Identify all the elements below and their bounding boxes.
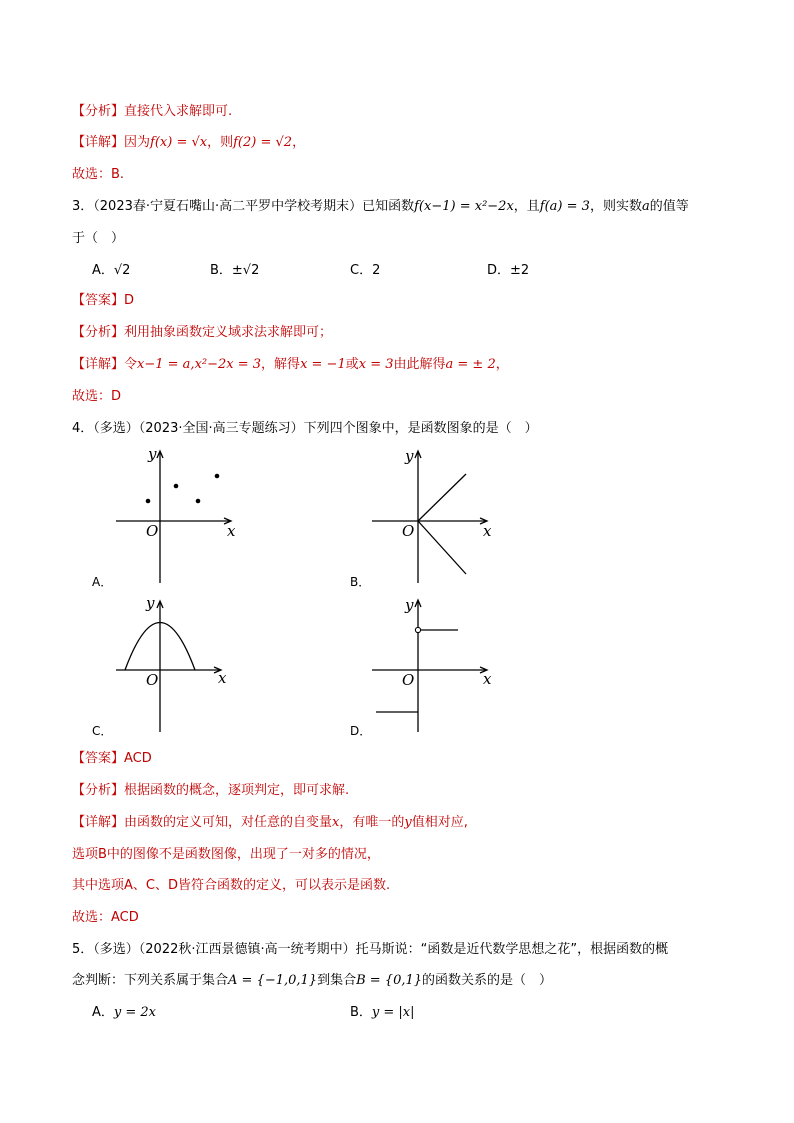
solution-text: 值相对应, — [411, 815, 468, 830]
option-label: B． — [350, 1005, 372, 1020]
question-3-stem-cont: 于（ ） — [72, 231, 125, 246]
answer-tag: 【答案】 — [72, 751, 125, 766]
option-a: A．√2 — [92, 263, 131, 278]
solution-line-q4-3: 其中选项A、C、D皆符合函数的定义，可以表示是函数. — [72, 878, 391, 893]
graph-b-label: B． — [350, 575, 371, 589]
axis-x-label: x — [483, 670, 492, 688]
answer-tag: 【答案】 — [72, 293, 125, 308]
stem-text: 到集合 — [317, 973, 357, 988]
origin-label: O — [146, 522, 159, 540]
solution-text: 由此解得 — [393, 357, 446, 372]
axis-y-label: y — [146, 594, 155, 612]
formula: f(2) = √2 — [233, 135, 293, 150]
graph-d-label: D． — [350, 724, 372, 738]
option-b: B．±√2 — [210, 263, 260, 278]
origin-label: O — [146, 671, 159, 689]
solution-text: ，有唯一的 — [339, 815, 405, 830]
question-5-stem: 5．（多选）（2022秋·江西景德镇·高一统考期中）托马斯说：“函数是近代数学思想之花”，根据函数的概 — [72, 942, 669, 957]
solution-text: ， — [495, 357, 509, 372]
formula: f(x) = √x — [150, 135, 208, 150]
analysis-line-q4 — [72, 782, 349, 800]
solution-tag: 【详解】 — [72, 135, 125, 150]
graph-c-label: C． — [92, 724, 113, 738]
formula: x = −1 — [300, 357, 346, 372]
axis-y-label: y — [405, 447, 414, 465]
formula: y — [404, 815, 412, 830]
solution-tag: 【详解】 — [72, 815, 125, 830]
analysis-line-q2 — [72, 103, 232, 121]
solution-line-q2 — [72, 134, 305, 152]
analysis-text: 根据函数的概念，逐项判定，即可求解. — [124, 783, 350, 798]
question-4-stem: 4．（多选）（2023·全国·高三专题练习）下列四个图象中，是函数图象的是（ ） — [72, 421, 538, 436]
analysis-tag: 【分析】 — [72, 325, 125, 340]
stem-text: ，且 — [513, 199, 540, 214]
axis-x-label: x — [483, 522, 492, 540]
analysis-line-q3 — [72, 324, 332, 342]
question-3-stem — [72, 198, 689, 216]
axis-y-label: y — [148, 445, 157, 463]
option-a — [92, 1004, 156, 1022]
solution-text: ，则 — [207, 135, 234, 150]
formula: A = {−1,0,1} — [228, 973, 318, 988]
formula: x−1 = a,x²−2x = 3 — [137, 357, 262, 372]
solution-tag: 【详解】 — [72, 357, 125, 372]
choice-line-q4: 故选：ACD — [72, 910, 139, 925]
formula: a = ± 2 — [445, 357, 496, 372]
formula: x — [332, 815, 340, 830]
option-c: C．2 — [350, 263, 381, 278]
stem-text: 的函数关系的是（ ） — [422, 973, 553, 988]
question-5-stem-cont — [72, 972, 552, 990]
analysis-text: 利用抽象函数定义域求法求解即可； — [124, 325, 333, 340]
solution-line-q3 — [72, 356, 509, 374]
option-b — [350, 1004, 415, 1022]
option-label: A． — [92, 1005, 114, 1020]
choice-line-q2: 故选：B. — [72, 167, 125, 182]
answer-line-q4 — [72, 750, 152, 768]
solution-text: 由函数的定义可知，对任意的自变量 — [124, 815, 333, 830]
solution-line-q4 — [72, 814, 468, 832]
origin-label: O — [402, 671, 415, 689]
solution-text: 因为 — [124, 135, 151, 150]
formula: x = 3 — [358, 357, 394, 372]
solution-text: ， — [292, 135, 306, 150]
solution-text: 或 — [345, 357, 359, 372]
answer-line-q3 — [72, 292, 134, 310]
analysis-tag: 【分析】 — [72, 104, 125, 119]
origin-label: O — [402, 522, 415, 540]
axis-y-label: y — [405, 596, 414, 614]
stem-text: 念判断：下列关系属于集合 — [72, 973, 229, 988]
stem-text: 的值等 — [649, 199, 689, 214]
analysis-text: 直接代入求解即可. — [124, 104, 233, 119]
formula: a — [641, 199, 650, 214]
formula: f(a) = 3 — [539, 199, 590, 214]
answer-text: D — [124, 293, 135, 308]
solution-text: ，解得 — [261, 357, 301, 372]
solution-text: 令 — [124, 357, 138, 372]
graph-a-label: A． — [92, 575, 113, 589]
formula: y = 2x — [113, 1005, 157, 1020]
axis-x-label: x — [227, 522, 236, 540]
stem-text: 3．（2023春·宁夏石嘴山·高二平罗中学校考期末）已知函数 — [72, 199, 415, 214]
analysis-tag: 【分析】 — [72, 783, 125, 798]
formula: f(x−1) = x²−2x — [414, 199, 514, 214]
choice-line-q3: 故选：D — [72, 389, 122, 404]
formula: y = |x| — [371, 1005, 415, 1020]
stem-text: ，则实数 — [589, 199, 642, 214]
formula: B = {0,1} — [356, 973, 423, 988]
axis-x-label: x — [218, 669, 227, 687]
answer-text: ACD — [124, 751, 152, 766]
solution-line-q4-2: 选项B中的图像不是函数图像，出现了一对多的情况， — [72, 847, 380, 862]
option-d: D．±2 — [487, 263, 530, 278]
